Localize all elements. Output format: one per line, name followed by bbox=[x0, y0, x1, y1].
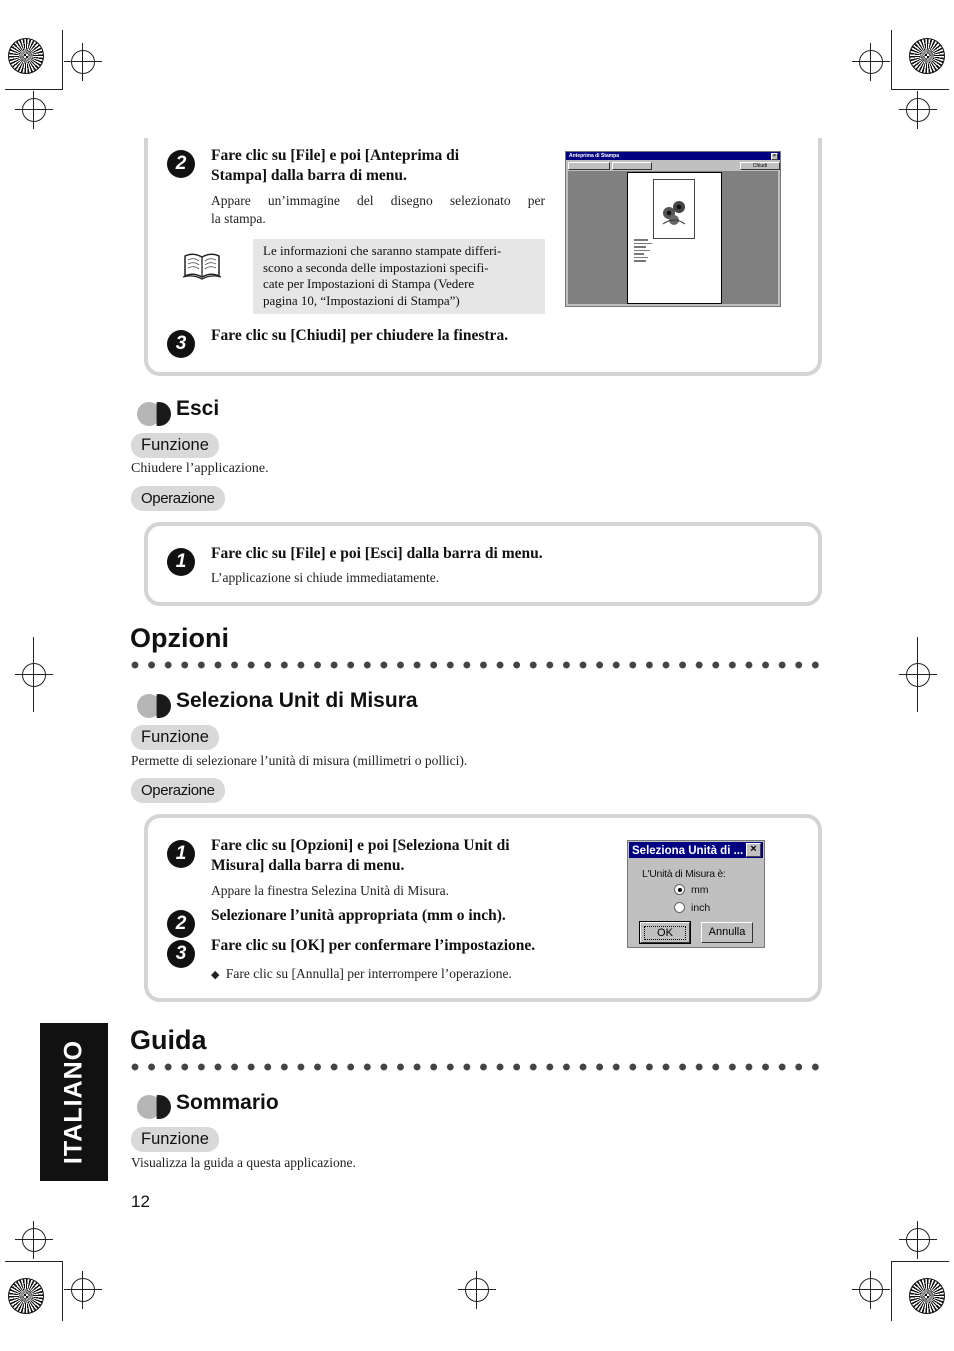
radio-inch-label: inch bbox=[691, 902, 711, 914]
units-label: L'Unità di Misura è: bbox=[642, 868, 726, 880]
step-title: Fare clic su [File] e poi [Esci] dalla barra di menu. bbox=[211, 545, 543, 562]
language-tab bbox=[40, 1023, 108, 1181]
design-thumbnail bbox=[653, 179, 695, 239]
close-icon[interactable]: × bbox=[771, 153, 778, 160]
crosshair-icon bbox=[859, 50, 883, 74]
function-description: Permette di selezionare l’unità di misura (millimetri o pollici). bbox=[131, 753, 468, 768]
function-label: Funzione bbox=[131, 1127, 219, 1152]
step-description: L’applicazione si chiude immediatamente. bbox=[211, 570, 440, 585]
step-number: 3 bbox=[167, 940, 195, 968]
step-number: 2 bbox=[167, 150, 195, 178]
note-box: Le informazioni che saranno stampate differi- scono a seconda delle impostazioni specifi- cate per Impostazioni di Stampa (Vedere pagina 10, “Impostazioni di Stampa”) bbox=[253, 239, 545, 314]
crosshair-icon bbox=[465, 1278, 489, 1302]
section-bullet-icon bbox=[137, 1095, 171, 1119]
diamond-bullet-icon: ◆ bbox=[211, 968, 220, 981]
crosshair-icon bbox=[906, 1228, 930, 1252]
subsection-title-sommario: Sommario bbox=[176, 1091, 279, 1114]
step-number: 2 bbox=[167, 910, 195, 938]
crosshair-icon bbox=[906, 663, 930, 687]
section-title-opzioni: Opzioni bbox=[130, 623, 229, 653]
crosshair-icon bbox=[22, 1228, 46, 1252]
function-description: Visualizza la guida a questa applicazione. bbox=[131, 1155, 356, 1170]
crosshair-icon bbox=[22, 663, 46, 687]
page-info-lines bbox=[634, 237, 654, 264]
print-preview-window bbox=[565, 151, 781, 307]
close-button[interactable]: Chiudi bbox=[740, 162, 780, 170]
step-title: Fare clic su [Chiudi] per chiudere la finestra. bbox=[211, 327, 509, 344]
function-label: Funzione bbox=[131, 725, 219, 750]
toolbar-button[interactable] bbox=[612, 162, 652, 170]
operation-label: Operazione bbox=[131, 778, 225, 803]
section-bullet-icon bbox=[137, 402, 171, 426]
window-title: Anteprima di Stampa bbox=[569, 153, 620, 159]
radio-inch[interactable] bbox=[674, 902, 685, 913]
section-divider bbox=[131, 1063, 825, 1071]
language-label: ITALIANO bbox=[59, 1039, 88, 1165]
preview-toolbar bbox=[568, 162, 778, 170]
crosshair-icon bbox=[71, 1278, 95, 1302]
dialog-title: Seleziona Unità di ... bbox=[632, 845, 744, 857]
page-number: 12 bbox=[131, 1192, 150, 1211]
crosshair-icon bbox=[22, 98, 46, 122]
preview-canvas bbox=[568, 171, 778, 304]
registration-wheel-icon bbox=[909, 38, 945, 74]
step-title: Fare clic su [OK] per confermare l’impostazione. bbox=[211, 937, 536, 954]
step-number: 3 bbox=[167, 330, 195, 358]
cancel-button[interactable]: Annulla bbox=[701, 922, 753, 943]
step-description: Appare la finestra Selezina Unità di Misura. bbox=[211, 883, 450, 898]
step-title: Fare clic su [File] e poi [Anteprima di Stampa] dalla barra di menu. bbox=[211, 147, 460, 184]
registration-wheel-icon bbox=[8, 38, 44, 74]
step-title: Selezionare l’unità appropriata (mm o inch). bbox=[211, 907, 506, 924]
toolbar-button[interactable] bbox=[568, 162, 610, 170]
radio-mm[interactable] bbox=[674, 884, 685, 895]
function-label: Funzione bbox=[131, 433, 219, 458]
step-box-esci bbox=[144, 522, 822, 606]
units-dialog bbox=[627, 840, 765, 948]
function-description: Chiudere l’applicazione. bbox=[131, 461, 269, 476]
step-number: 1 bbox=[167, 840, 195, 868]
subsection-title-esci: Esci bbox=[176, 397, 220, 420]
ok-button[interactable]: OK bbox=[640, 922, 690, 943]
step-description: Appare un’immagine del disegno selezionato per la stampa. bbox=[211, 193, 545, 226]
crosshair-icon bbox=[859, 1278, 883, 1302]
crosshair-icon bbox=[906, 98, 930, 122]
registration-wheel-icon bbox=[8, 1278, 44, 1314]
operation-label: Operazione bbox=[131, 486, 225, 511]
step-number: 1 bbox=[167, 548, 195, 576]
section-bullet-icon bbox=[137, 694, 171, 718]
step-title: Fare clic su [Opzioni] e poi [Seleziona Unit di Misura] dalla barra di menu. bbox=[211, 837, 510, 874]
close-icon[interactable]: × bbox=[746, 843, 761, 857]
hint-item: ◆ Fare clic su [Annulla] per interrompere l’operazione. bbox=[211, 966, 512, 981]
crosshair-icon bbox=[71, 50, 95, 74]
registration-wheel-icon bbox=[909, 1278, 945, 1314]
subsection-title-units: Seleziona Unit di Misura bbox=[176, 689, 418, 712]
note-book-icon bbox=[182, 250, 222, 287]
section-divider bbox=[131, 661, 825, 669]
radio-mm-label: mm bbox=[691, 884, 709, 896]
section-title-guida: Guida bbox=[130, 1025, 207, 1055]
preview-page bbox=[627, 172, 722, 304]
